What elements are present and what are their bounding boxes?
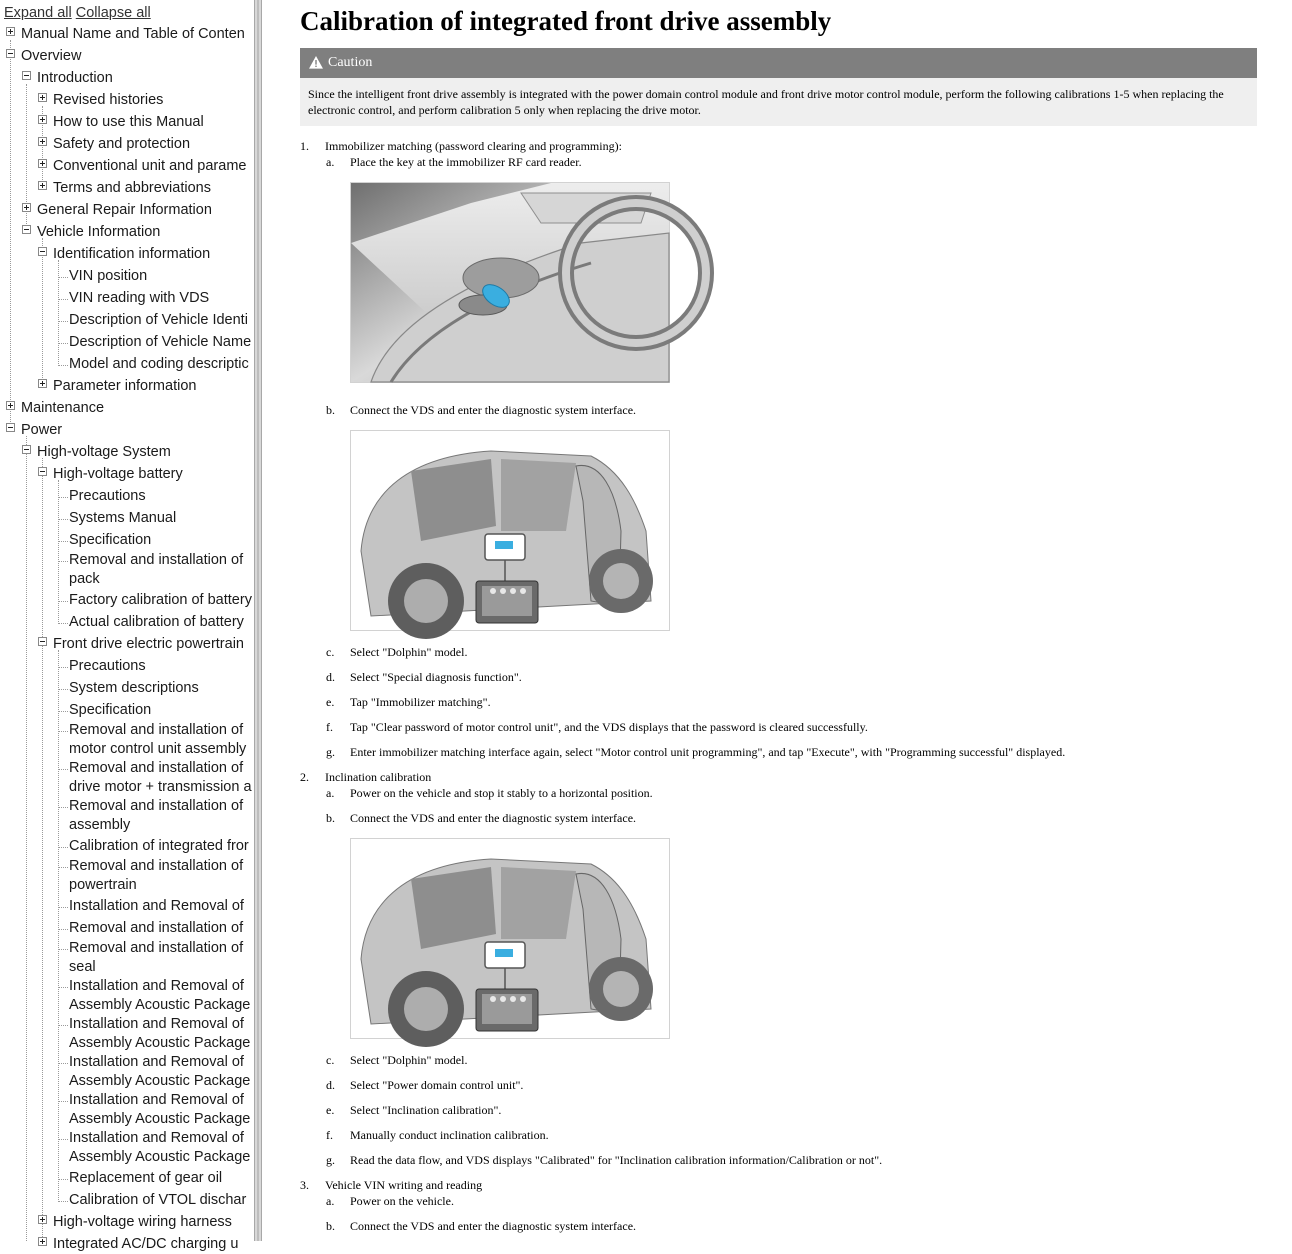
expand-toggle-icon[interactable] — [38, 159, 47, 168]
substep-text: Select "Power domain control unit". — [350, 1078, 524, 1092]
toc-item-label[interactable]: How to use this Manual — [53, 114, 204, 130]
substep-letter: a. — [326, 155, 335, 169]
toc-item-label[interactable]: VIN reading with VDS — [69, 290, 210, 306]
collapse-toggle-icon[interactable] — [38, 247, 47, 256]
toc-item[interactable] — [69, 355, 249, 374]
toc-item[interactable] — [69, 333, 251, 352]
toc-item[interactable] — [69, 487, 146, 506]
toc-item-label[interactable]: Actual calibration of battery — [69, 614, 244, 630]
vds-connection-illustration — [351, 431, 669, 630]
tree-guide — [26, 436, 27, 1241]
toc-item-label[interactable]: Removal and installation of seal — [69, 940, 244, 975]
collapse-toggle-icon[interactable] — [22, 71, 31, 80]
substep-text: Power on the vehicle. — [350, 1194, 454, 1208]
toc-item[interactable] — [69, 1129, 265, 1167]
toc-item-active[interactable] — [69, 837, 249, 856]
tree-controls — [4, 5, 151, 21]
toc-item-label[interactable]: Terms and abbreviations — [53, 180, 211, 196]
toc-item-label[interactable]: Installation and Removal of Assembly Acoustic Package — [69, 1016, 251, 1051]
expand-toggle-icon[interactable] — [38, 379, 47, 388]
substep-text: Connect the VDS and enter the diagnostic system interface. — [350, 403, 637, 417]
toc-item-label[interactable]: High-voltage battery — [53, 466, 183, 482]
pane-splitter[interactable] — [254, 0, 262, 1241]
toc-item-label[interactable]: Calibration of integrated fror — [69, 838, 249, 854]
key-reader-illustration — [351, 183, 669, 382]
figure-vds-connection — [350, 838, 670, 1039]
toc-item[interactable] — [53, 465, 183, 484]
splitter-grip[interactable] — [257, 0, 259, 1241]
toc-item[interactable] — [69, 759, 261, 797]
toc-item[interactable] — [53, 113, 204, 132]
tree-connector — [58, 807, 68, 808]
expand-toggle-icon[interactable] — [38, 1215, 47, 1224]
expand-toggle-icon[interactable] — [38, 137, 47, 146]
tree-connector — [58, 277, 68, 278]
toc-item-label[interactable]: Introduction — [37, 70, 113, 86]
tree-connector — [58, 299, 68, 300]
toc-item[interactable] — [69, 897, 244, 916]
toc-item-label[interactable]: Identification information — [53, 246, 211, 262]
toc-item[interactable] — [69, 657, 146, 676]
expand-toggle-icon[interactable] — [22, 203, 31, 212]
toc-item[interactable] — [53, 91, 163, 110]
tree-guide — [10, 40, 11, 430]
toc-item[interactable] — [37, 223, 160, 242]
toc-item[interactable] — [21, 25, 245, 44]
toc-item-label[interactable]: Factory calibration of battery — [69, 592, 252, 608]
substep-letter: c. — [326, 1053, 335, 1067]
toc-item-label[interactable]: Calibration of VTOL dischar — [69, 1192, 247, 1208]
toc-item-label[interactable]: Installation and Removal of Assembly Acoustic Package — [69, 1130, 251, 1165]
tree-guide — [42, 458, 43, 1241]
tree-connector — [58, 1179, 68, 1180]
toc-item[interactable] — [69, 531, 151, 550]
substep-letter: c. — [326, 645, 335, 659]
substep-text: Connect the VDS and enter the diagnostic system interface. — [350, 811, 637, 825]
toc-item-label[interactable]: VIN position — [69, 268, 148, 284]
toc-item-label[interactable]: Removal and installation of motor control unit assembly — [69, 722, 247, 757]
toc-item[interactable] — [21, 399, 104, 418]
toc-item[interactable] — [69, 919, 243, 938]
substep-letter: e. — [326, 695, 335, 709]
toc-sidebar[interactable] — [0, 0, 254, 1252]
toc-item[interactable] — [69, 613, 244, 632]
substep-letter: a. — [326, 786, 335, 800]
toc-item-label[interactable]: Specification — [69, 532, 152, 548]
collapse-toggle-icon[interactable] — [22, 445, 31, 454]
toc-item[interactable] — [53, 1235, 238, 1254]
toc-item-label[interactable]: Removal and installation of drive motor + transmission a — [69, 760, 252, 795]
step-number: 3. — [300, 1178, 309, 1192]
step-number: 1. — [300, 139, 309, 153]
tree-connector — [58, 667, 68, 668]
collapse-all-link[interactable]: Collapse all — [75, 5, 151, 21]
toc-item-label[interactable]: Parameter information — [53, 378, 197, 394]
toc-item[interactable] — [69, 857, 255, 895]
substep-text: Select "Inclination calibration". — [350, 1103, 502, 1117]
toc-item-label[interactable]: Integrated AC/DC charging u — [53, 1236, 239, 1252]
caution-text: Since the intelligent front drive assembly is integrated with the power domain control module and front drive motor control module, perform the following calibrations 1-5 when replacing the electronic control, and perform calibration 5 only when replacing the drive motor. — [300, 78, 1257, 126]
toc-item[interactable] — [69, 939, 255, 977]
substep-letter: b. — [326, 403, 335, 417]
substep-text: Manually conduct inclination calibration. — [350, 1128, 549, 1142]
tree-connector — [58, 711, 68, 712]
substep-text: Tap "Immobilizer matching". — [350, 695, 491, 709]
expand-toggle-icon[interactable] — [38, 181, 47, 190]
step-title: Inclination calibration — [325, 770, 432, 784]
step-number: 2. — [300, 770, 309, 784]
tree-connector — [58, 519, 68, 520]
vds-connection-illustration — [351, 839, 669, 1038]
expand-toggle-icon[interactable] — [38, 115, 47, 124]
tree-connector — [58, 1139, 68, 1140]
toc-item[interactable] — [53, 157, 246, 176]
tree-connector — [58, 541, 68, 542]
step-title: Immobilizer matching (password clearing and programming): — [325, 139, 622, 153]
substep-text: Power on the vehicle and stop it stably to a horizontal position. — [350, 786, 653, 800]
tree-connector — [58, 769, 68, 770]
caution-header — [300, 48, 1257, 78]
substep-text: Select "Special diagnosis function". — [350, 670, 522, 684]
tree-guide — [42, 238, 43, 386]
toc-item-label[interactable]: Description of Vehicle Identi — [69, 312, 248, 328]
substep-text: Select "Dolphin" model. — [350, 1053, 468, 1067]
toc-item-label[interactable]: Systems Manual — [69, 510, 177, 526]
tree-connector — [58, 623, 68, 624]
page-title: Calibration of integrated front drive assembly — [300, 6, 832, 36]
substep-letter: g. — [326, 745, 335, 759]
collapse-toggle-icon[interactable] — [22, 225, 31, 234]
toc-item[interactable] — [69, 1015, 265, 1053]
toc-item-label[interactable]: Model and coding descriptic — [69, 356, 249, 372]
expand-toggle-icon[interactable] — [6, 27, 15, 36]
substep-letter: f. — [326, 720, 333, 734]
tree-connector — [58, 929, 68, 930]
toc-item[interactable] — [69, 267, 147, 286]
tree-connector — [58, 1025, 68, 1026]
toc-item[interactable] — [69, 289, 209, 308]
tree-connector — [58, 987, 68, 988]
tree-connector — [58, 949, 68, 950]
expand-toggle-icon[interactable] — [38, 93, 47, 102]
substep-letter: d. — [326, 1078, 335, 1092]
step-title: Vehicle VIN writing and reading — [325, 1178, 483, 1192]
collapse-toggle-icon[interactable] — [38, 637, 47, 646]
tree-connector — [58, 1063, 68, 1064]
tree-guide — [58, 260, 59, 364]
tree-connector — [58, 1101, 68, 1102]
toc-item-label[interactable]: System descriptions — [69, 680, 199, 696]
substep-letter: e. — [326, 1103, 335, 1117]
toc-item[interactable] — [69, 797, 255, 835]
tree-guide — [58, 650, 59, 1200]
toc-item-label[interactable]: Installation and Removal of Assembly Acoustic Package — [69, 1092, 251, 1127]
toc-item[interactable] — [69, 1191, 246, 1210]
expand-toggle-icon[interactable] — [38, 1237, 47, 1246]
substep-letter: g. — [326, 1153, 335, 1167]
toc-item-label[interactable]: Removal and installation of — [69, 920, 244, 936]
toc-item[interactable] — [69, 1169, 222, 1188]
tree-connector — [58, 689, 68, 690]
toc-item[interactable] — [37, 69, 113, 88]
toc-item[interactable] — [69, 679, 199, 698]
toc-item-label[interactable]: Precautions — [69, 658, 146, 674]
toc-item-label[interactable]: Removal and installation of powertrain — [69, 858, 244, 893]
collapse-toggle-icon[interactable] — [38, 467, 47, 476]
toc-item[interactable] — [21, 421, 62, 440]
toc-item-label[interactable]: Maintenance — [21, 400, 105, 416]
tree-connector — [58, 1201, 68, 1202]
toc-item-label[interactable]: Safety and protection — [53, 136, 191, 152]
substep-text: Enter immobilizer matching interface again, select "Motor control unit programming", and tap "Execute", with "Programming successful" displayed. — [350, 745, 1066, 759]
substep-letter: d. — [326, 670, 335, 684]
toc-item[interactable] — [69, 591, 252, 610]
collapse-toggle-icon[interactable] — [6, 49, 15, 58]
toc-item[interactable] — [53, 179, 211, 198]
tree-connector — [58, 497, 68, 498]
toc-item[interactable] — [69, 311, 248, 330]
tree-connector — [58, 321, 68, 322]
toc-item-label[interactable]: Description of Vehicle Name — [69, 334, 252, 350]
substep-text: Connect the VDS and enter the diagnostic system interface. — [350, 1219, 637, 1233]
tree-connector — [58, 731, 68, 732]
substep-text: Place the key at the immobilizer RF card reader. — [350, 155, 582, 169]
toc-item[interactable] — [53, 377, 196, 396]
expand-toggle-icon[interactable] — [6, 401, 15, 410]
toc-item-label[interactable]: Installation and Removal of — [69, 898, 244, 914]
toc-item[interactable] — [69, 551, 251, 589]
figure-vds-connection — [350, 430, 670, 631]
expand-all-link[interactable]: Expand all — [4, 5, 72, 21]
substep-text: Tap "Clear password of motor control unit", and the VDS displays that the password is cleared successfully. — [350, 720, 868, 734]
warning-icon — [309, 56, 323, 69]
toc-item-label[interactable]: Removal and installation of assembly — [69, 798, 244, 833]
caution-label: Caution — [328, 55, 373, 70]
toc-item-label[interactable]: Power — [21, 422, 63, 438]
toc-item-label[interactable]: Removal and installation of pack — [69, 552, 244, 587]
tree-connector — [58, 907, 68, 908]
toc-item[interactable] — [53, 135, 190, 154]
substep-text: Read the data flow, and VDS displays "Calibrated" for "Inclination calibration information/Calibration or not". — [350, 1153, 883, 1167]
tree-connector — [58, 343, 68, 344]
toc-item[interactable] — [69, 977, 265, 1015]
toc-item-label[interactable]: Revised histories — [53, 92, 164, 108]
tree-connector — [58, 365, 68, 366]
tree-connector — [58, 601, 68, 602]
toc-item-label[interactable]: Overview — [21, 48, 82, 64]
toc-item[interactable] — [69, 509, 176, 528]
toc-item[interactable] — [37, 201, 212, 220]
toc-item-label[interactable]: General Repair Information — [37, 202, 212, 218]
tree-connector — [58, 847, 68, 848]
substep-letter: a. — [326, 1194, 335, 1208]
toc-item-label[interactable]: Conventional unit and parame — [53, 158, 247, 174]
tree-connector — [58, 561, 68, 562]
figure-key-reader — [350, 182, 670, 383]
toc-item[interactable] — [53, 635, 244, 654]
toc-item[interactable] — [69, 701, 151, 720]
toc-item-label[interactable]: Precautions — [69, 488, 146, 504]
toc-item-label[interactable]: Vehicle Information — [37, 224, 161, 240]
toc-item-label[interactable]: High-voltage wiring harness — [53, 1214, 232, 1230]
toc-item-label[interactable]: High-voltage System — [37, 444, 171, 460]
toc-item[interactable] — [69, 1053, 265, 1091]
collapse-toggle-icon[interactable] — [6, 423, 15, 432]
toc-item-label[interactable]: Front drive electric powertrain — [53, 636, 244, 652]
substep-text: Select "Dolphin" model. — [350, 645, 468, 659]
toc-item-label[interactable]: Installation and Removal of Assembly Acoustic Package — [69, 978, 251, 1013]
tree-connector — [58, 867, 68, 868]
toc-item[interactable] — [53, 245, 210, 264]
toc-item-label[interactable]: Installation and Removal of Assembly Acoustic Package — [69, 1054, 251, 1089]
toc-item-label[interactable]: Replacement of gear oil — [69, 1170, 223, 1186]
toc-item[interactable] — [69, 721, 261, 759]
substep-letter: f. — [326, 1128, 333, 1142]
toc-item-label[interactable]: Specification — [69, 702, 152, 718]
toc-item[interactable] — [69, 1091, 265, 1129]
toc-item[interactable] — [53, 1213, 232, 1232]
toc-item-label[interactable]: Manual Name and Table of Conten — [21, 26, 245, 42]
substep-letter: b. — [326, 1219, 335, 1233]
toc-item[interactable] — [21, 47, 81, 66]
substep-letter: b. — [326, 811, 335, 825]
toc-item[interactable] — [37, 443, 171, 462]
